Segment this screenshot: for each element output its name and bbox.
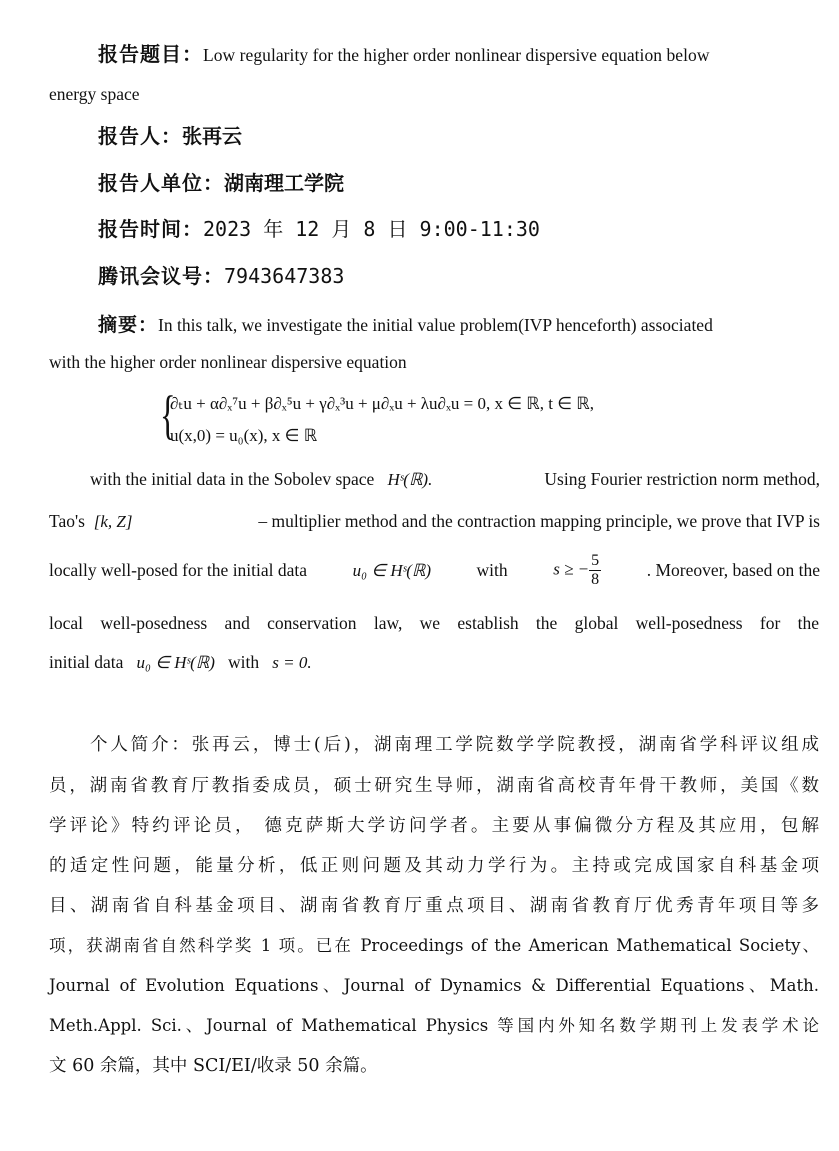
abstract-text-5 — [49, 552, 820, 589]
initial-data-math-1: u₀ ∈ Hˢ(ℝ) — [352, 560, 431, 580]
bio-line-7: Journal of Evolution Equations、Journal of Dynamics & Differential Equations、Math. — [49, 976, 819, 995]
bio-line-9: 文 60 余篇，其中 SCI/EI/收录 50 余篇。 — [49, 1056, 378, 1076]
abstract-text-3 — [90, 469, 820, 490]
abstract-text-6: local well-posedness and conservation law, we establish the global well-posedness for the — [49, 613, 819, 633]
sobolev-space-math: Hˢ(ℝ). — [387, 470, 433, 489]
bio-line-1: 个人简介：张再云，博士(后)，湖南理工学院数学学院教授，湖南省学科评议组成 — [90, 735, 819, 755]
bio-line-5: 目、湖南省自科基金项目、湖南省教育厅重点项目、湖南省教育厅优秀青年项目等多 — [49, 896, 819, 916]
regularity-condition-text: s ≥ − — [553, 559, 590, 579]
affiliation-value: 湖南理工学院 — [224, 171, 344, 195]
speaker-label: 报告人： — [98, 124, 182, 148]
five-eighths-fraction — [589, 552, 601, 589]
abstract-with-1: with — [476, 560, 508, 580]
abstract-text-3b: Using Fourier restriction norm method, — [544, 469, 820, 489]
affiliation-line — [98, 167, 344, 196]
equation-line-1: ∂ₜu + α∂ₓ⁷u + β∂ₓ⁵u + γ∂ₓ³u + μ∂ₓu + λu∂ₓu = 0, x ∈ ℝ, t ∈ ℝ, — [170, 394, 594, 413]
meeting-id: 7943647383 — [224, 264, 345, 288]
affiliation-label: 报告人单位： — [98, 171, 224, 195]
initial-data-math-2: u₀ ∈ Hˢ(ℝ) — [136, 653, 215, 672]
report-title-line — [98, 38, 710, 67]
bio-line-6: 项，获湖南省自然科学奖 1 项。已在 Proceedings of the American Mathematical Society、 — [49, 936, 819, 955]
equation-line-2: u(x,0) = u₀(x), x ∈ ℝ — [170, 426, 318, 445]
report-title-continuation: energy space — [49, 84, 140, 104]
bio-line-4: 的适定性问题，能量分析，低正则问题及其动力学行为。主持或完成国家自科基金项 — [49, 856, 819, 876]
abstract-text-5b: . Moreover, based on the — [646, 560, 820, 580]
speaker-line — [98, 120, 242, 149]
fraction-numerator: 5 — [591, 552, 600, 569]
meeting-label: 腾讯会议号： — [98, 264, 224, 288]
abstract-text-5a: locally well-posed for the initial data — [49, 560, 308, 580]
meeting-line — [98, 260, 344, 289]
time-line — [98, 213, 540, 242]
abstract-text-4b: – multiplier method and the contraction mapping principle, we prove that IVP is — [258, 511, 820, 531]
zero-regularity-math: s = 0. — [272, 653, 312, 672]
abstract-text-7 — [49, 652, 312, 673]
fraction-denominator: 8 — [591, 571, 600, 588]
time-value: 2023 年 12 月 8 日 9:00-11:30 — [203, 217, 540, 241]
abstract-text-1: In this talk, we investigate the initial value problem(IVP henceforth) associated — [158, 315, 713, 335]
report-title-text: Low regularity for the higher order nonlinear dispersive equation below — [203, 45, 710, 65]
regularity-condition-math — [553, 552, 601, 589]
abstract-text-4a: Tao's — [49, 511, 85, 531]
abstract-label: 摘要： — [98, 314, 159, 336]
abstract-first-line — [98, 310, 713, 337]
abstract-text-3a: with the initial data in the Sobolev space — [90, 469, 375, 489]
abstract-text-4 — [49, 511, 820, 532]
abstract-with-2: with — [227, 652, 260, 672]
bio-line-3: 学评论》特约评论员， 德克萨斯大学访问学者。主要从事偏微分方程及其应用，包解 — [49, 816, 819, 836]
time-label: 报告时间： — [98, 217, 203, 241]
bio-line-2: 员，湖南省教育厅教指委成员，硕士研究生导师，湖南省高校青年骨干教师，美国《数 — [49, 776, 819, 796]
abstract-text-2: with the higher order nonlinear dispersive equation — [49, 352, 407, 372]
multiplier-math: [k, Z] — [93, 512, 133, 531]
speaker-name: 张再云 — [182, 124, 242, 148]
equation-brace: { — [160, 385, 176, 445]
abstract-text-7a: initial data — [49, 652, 124, 672]
report-title-label: 报告题目： — [98, 42, 203, 66]
bio-line-8: Meth.Appl. Sci.、Journal of Mathematical Physics 等国内外知名数学期刊上发表学术论 — [49, 1016, 819, 1035]
